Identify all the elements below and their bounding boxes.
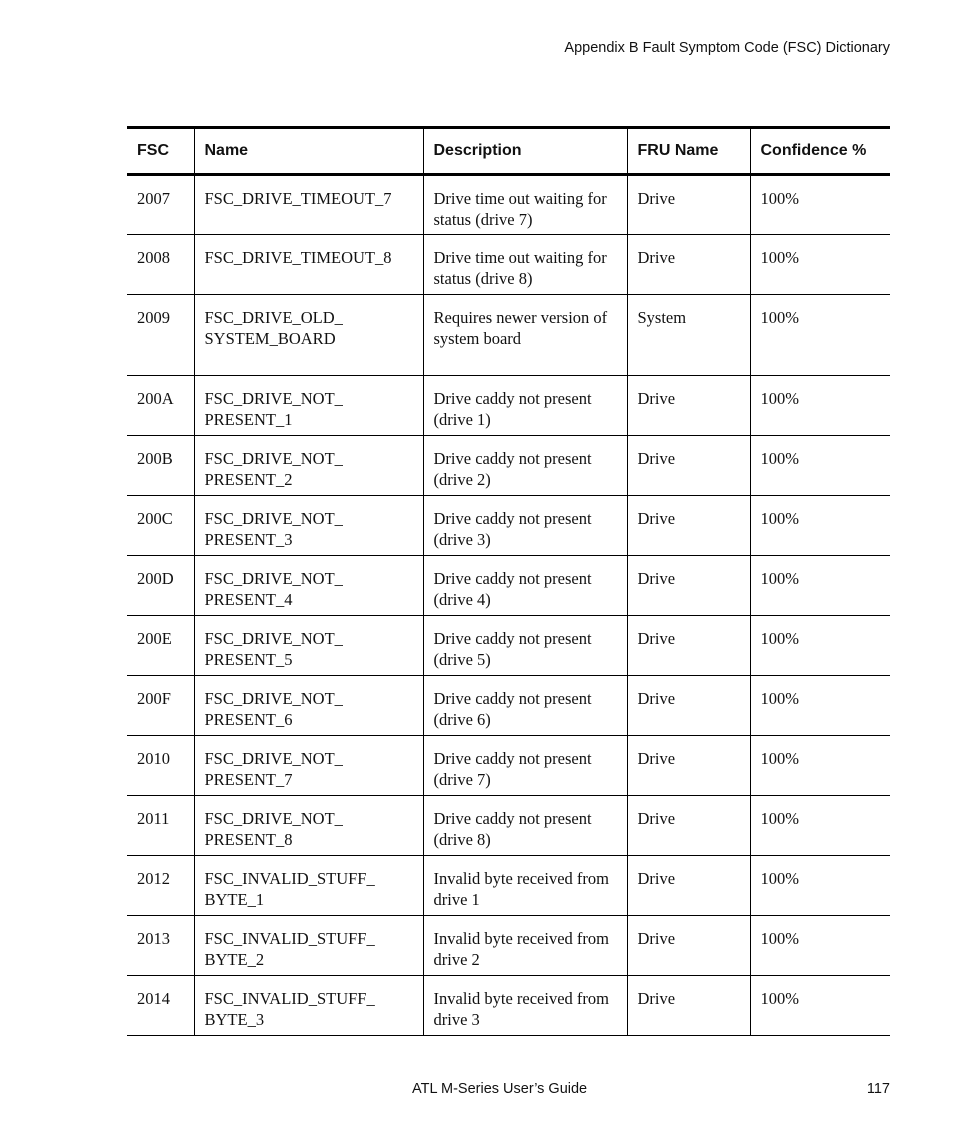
description-cell: Invalid byte received from drive 1 [423, 856, 627, 916]
fru-name-cell: Drive [627, 676, 750, 736]
fsc-name-cell [194, 676, 423, 736]
fsc-name-line: PRESENT_3 [204, 530, 293, 549]
fru-name-cell: Drive [627, 976, 750, 1036]
confidence-cell: 100% [750, 676, 890, 736]
fsc-name-line: FSC_DRIVE_TIMEOUT_8 [204, 248, 392, 267]
fsc-name-line: FSC_DRIVE_NOT_ [204, 689, 343, 708]
fsc-code-cell: 2009 [127, 295, 194, 376]
confidence-cell: 100% [750, 616, 890, 676]
fru-name-cell: Drive [627, 436, 750, 496]
fsc-name-cell [194, 376, 423, 436]
table-row [127, 916, 890, 976]
description-cell: Drive caddy not present (drive 7) [423, 736, 627, 796]
fsc-code-cell: 200C [127, 496, 194, 556]
fsc-name-cell [194, 736, 423, 796]
fsc-code-cell: 200D [127, 556, 194, 616]
column-header-fsc: FSC [127, 128, 194, 175]
fsc-code-cell: 2010 [127, 736, 194, 796]
column-header-confidence: Confidence % [750, 128, 890, 175]
fsc-name-line: PRESENT_7 [204, 770, 293, 789]
table-row [127, 295, 890, 376]
description-cell: Drive caddy not present (drive 8) [423, 796, 627, 856]
fsc-name-cell [194, 916, 423, 976]
fsc-code-cell: 2007 [127, 175, 194, 235]
fsc-name-line: FSC_INVALID_STUFF_ [204, 929, 375, 948]
confidence-cell: 100% [750, 175, 890, 235]
fru-name-cell: Drive [627, 796, 750, 856]
confidence-cell: 100% [750, 916, 890, 976]
confidence-cell: 100% [750, 376, 890, 436]
fsc-code-cell: 200B [127, 436, 194, 496]
confidence-cell: 100% [750, 976, 890, 1036]
description-cell: Drive time out waiting for status (drive 8) [423, 235, 627, 295]
fsc-name-line: SYSTEM_BOARD [204, 329, 336, 348]
fsc-name-cell [194, 496, 423, 556]
fsc-name-line: PRESENT_5 [204, 650, 293, 669]
fru-name-cell: Drive [627, 736, 750, 796]
fsc-name-line: FSC_INVALID_STUFF_ [204, 989, 375, 1008]
description-cell: Drive caddy not present (drive 3) [423, 496, 627, 556]
description-cell: Requires newer version of system board [423, 295, 627, 376]
description-cell: Drive time out waiting for status (drive 7) [423, 175, 627, 235]
fru-name-cell: Drive [627, 175, 750, 235]
confidence-cell: 100% [750, 556, 890, 616]
table-row [127, 496, 890, 556]
table-row [127, 856, 890, 916]
fru-name-cell: System [627, 295, 750, 376]
fsc-code-cell: 2014 [127, 976, 194, 1036]
description-cell: Drive caddy not present (drive 4) [423, 556, 627, 616]
table-body [127, 175, 890, 1036]
table-row [127, 376, 890, 436]
table-row [127, 175, 890, 235]
fsc-name-line: BYTE_3 [204, 1010, 265, 1029]
fru-name-cell: Drive [627, 916, 750, 976]
fsc-name-cell [194, 175, 423, 235]
confidence-cell: 100% [750, 436, 890, 496]
fsc-name-cell [194, 796, 423, 856]
fru-name-cell: Drive [627, 235, 750, 295]
description-cell: Drive caddy not present (drive 5) [423, 616, 627, 676]
fsc-code-cell: 2012 [127, 856, 194, 916]
column-header-description: Description [423, 128, 627, 175]
fsc-name-line: PRESENT_1 [204, 410, 293, 429]
table-row [127, 736, 890, 796]
fsc-dictionary-table [127, 126, 890, 1036]
column-header-fru-name: FRU Name [627, 128, 750, 175]
fru-name-cell: Drive [627, 556, 750, 616]
table-row [127, 676, 890, 736]
fsc-code-cell: 2013 [127, 916, 194, 976]
fsc-code-cell: 2008 [127, 235, 194, 295]
confidence-cell: 100% [750, 235, 890, 295]
fsc-name-line: FSC_DRIVE_NOT_ [204, 509, 343, 528]
fsc-name-line: FSC_INVALID_STUFF_ [204, 869, 375, 888]
fsc-name-line: FSC_DRIVE_TIMEOUT_7 [204, 189, 392, 208]
fsc-name-line: PRESENT_8 [204, 830, 293, 849]
fsc-code-cell: 200A [127, 376, 194, 436]
table-row [127, 556, 890, 616]
fru-name-cell: Drive [627, 376, 750, 436]
fru-name-cell: Drive [627, 496, 750, 556]
fsc-code-cell: 200E [127, 616, 194, 676]
fsc-name-cell [194, 295, 423, 376]
fsc-name-line: PRESENT_4 [204, 590, 293, 609]
fsc-name-line: BYTE_2 [204, 950, 265, 969]
confidence-cell: 100% [750, 856, 890, 916]
description-cell: Drive caddy not present (drive 1) [423, 376, 627, 436]
fsc-name-line: FSC_DRIVE_NOT_ [204, 629, 343, 648]
fsc-name-cell [194, 556, 423, 616]
fru-name-cell: Drive [627, 616, 750, 676]
fsc-code-cell: 2011 [127, 796, 194, 856]
fsc-name-line: FSC_DRIVE_NOT_ [204, 569, 343, 588]
table-header-row [127, 128, 890, 175]
fsc-name-cell [194, 616, 423, 676]
fru-name-cell: Drive [627, 856, 750, 916]
confidence-cell: 100% [750, 496, 890, 556]
page-number: 117 [866, 1081, 890, 1097]
description-cell: Invalid byte received from drive 2 [423, 916, 627, 976]
fsc-name-cell [194, 856, 423, 916]
footer-title: ATL M-Series User’s Guide [412, 1081, 588, 1097]
confidence-cell: 100% [750, 736, 890, 796]
table-row [127, 436, 890, 496]
fsc-name-cell [194, 235, 423, 295]
fsc-name-line: FSC_DRIVE_NOT_ [204, 449, 343, 468]
fsc-name-line: BYTE_1 [204, 890, 265, 909]
description-cell: Invalid byte received from drive 3 [423, 976, 627, 1036]
fsc-name-line: FSC_DRIVE_NOT_ [204, 809, 343, 828]
fsc-name-line: FSC_DRIVE_NOT_ [204, 749, 343, 768]
confidence-cell: 100% [750, 295, 890, 376]
fsc-name-line: FSC_DRIVE_NOT_ [204, 389, 343, 408]
column-header-name: Name [194, 128, 423, 175]
fsc-name-cell [194, 436, 423, 496]
fsc-name-line: PRESENT_6 [204, 710, 293, 729]
confidence-cell: 100% [750, 796, 890, 856]
description-cell: Drive caddy not present (drive 6) [423, 676, 627, 736]
fsc-name-line: FSC_DRIVE_OLD_ [204, 308, 343, 327]
description-cell: Drive caddy not present (drive 2) [423, 436, 627, 496]
table-row [127, 616, 890, 676]
fsc-name-cell [194, 976, 423, 1036]
fsc-code-cell: 200F [127, 676, 194, 736]
table-row [127, 235, 890, 295]
running-header: Appendix B Fault Symptom Code (FSC) Dictionary [564, 40, 890, 56]
table-row [127, 976, 890, 1036]
table-row [127, 796, 890, 856]
fsc-name-line: PRESENT_2 [204, 470, 293, 489]
